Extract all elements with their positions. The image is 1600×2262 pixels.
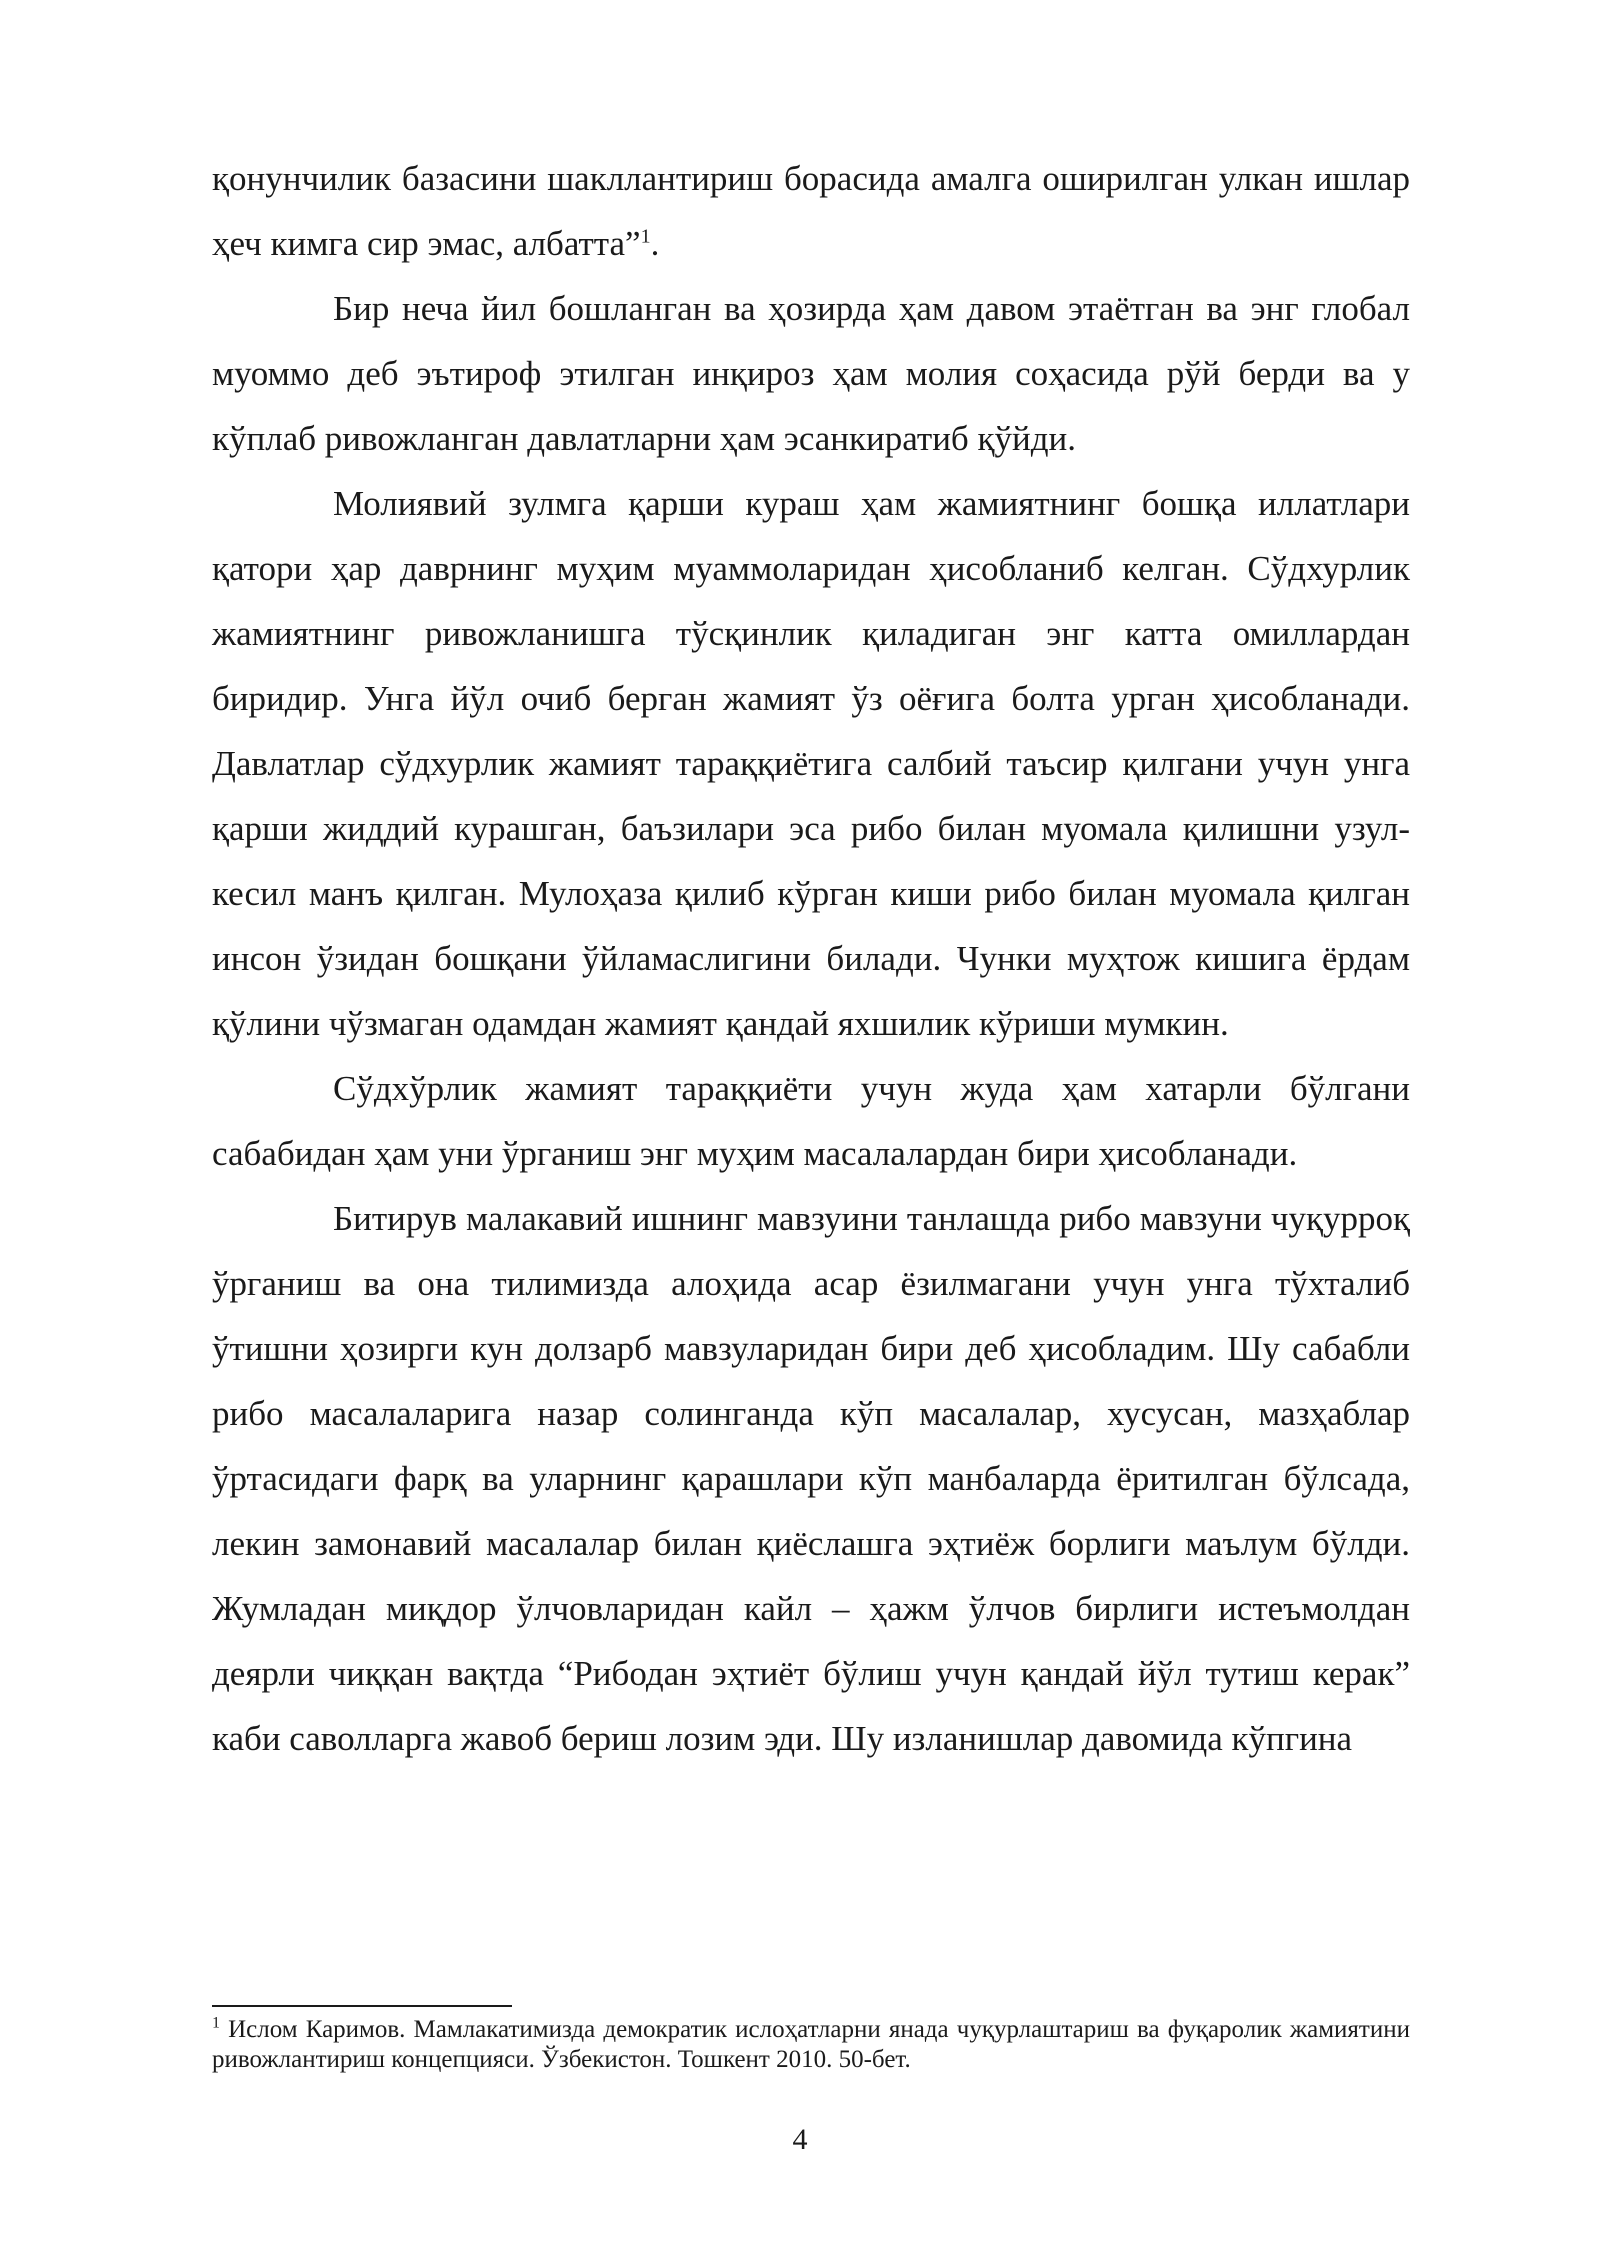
footnote-separator xyxy=(212,2005,512,2007)
paragraph-1-text: қонунчилик базасини шакллантириш борасида амалга оширилган улкан ишлар ҳеч кимга сир эмас, албатта” xyxy=(212,159,1410,263)
body-text xyxy=(212,146,1410,1771)
paragraph-1-tail: . xyxy=(650,224,660,263)
footnote-number: 1 xyxy=(212,2014,220,2032)
footnote xyxy=(212,2015,1410,2075)
footnote-text: Ислом Каримов. Мамлакатимизда демократик ислоҳатларни янада чуқурлаштариш ва фуқаролик жамиятини ривожлантириш концепцияси. Ўзбекистон. Тошкент 2010. 50-бет. xyxy=(212,2016,1410,2073)
paragraph-3: Молиявий зулмга қарши кураш ҳам жамиятнинг бошқа иллатлари қатори ҳар даврнинг муҳим муаммоларидан ҳисобланиб келган. Сўдхурлик жамиятнинг ривожланишга тўсқинлик қиладиган энг катта омиллардан биридир. Унга йўл очиб берган жамият ўз оёғига болта урган ҳисобланади. Давлатлар сўдхурлик жамият тараққиётига салбий таъсир қилгани учун унга қарши жиддий курашган, баъзилари эса рибо билан муомала қилишни узул-кесил манъ қилган. Мулоҳаза қилиб кўрган киши рибо билан муомала қилган инсон ўзидан бошқани ўйламаслигини билади. Чунки муҳтож кишига ёрдам қўлини чўзмаган одамдан жамият қандай яхшилик кўриши мумкин. xyxy=(212,484,1410,1043)
paragraph-4: Сўдхўрлик жамият тараққиёти учун жуда ҳам хатарли бўлгани сабабидан ҳам уни ўрганиш энг муҳим масалалардан бири ҳисобланади. xyxy=(212,1069,1410,1173)
footnote-reference: 1 xyxy=(640,225,651,248)
paragraph-1 xyxy=(212,146,1410,276)
paragraph-2: Бир неча йил бошланган ва ҳозирда ҳам давом этаётган ва энг глобал муоммо деб эътироф этилган инқироз ҳам молия соҳасида рўй берди ва у кўплаб ривожланган давлатларни ҳам эсанкиратиб қўйди. xyxy=(212,289,1410,458)
page-number: 4 xyxy=(792,2123,808,2156)
paragraph-5: Битирув малакавий ишнинг мавзуини танлашда рибо мавзуни чуқурроқ ўрганиш ва она тилимизда алоҳида асар ёзилмагани учун унга тўхталиб ўтишни ҳозирги кун долзарб мавзуларидан бири деб ҳисобладим. Шу сабабли рибо масалаларига назар солинганда кўп масалалар, хусусан, мазҳаблар ўртасидаги фарқ ва уларнинг қарашлари кўп манбаларда ёритилган бўлсада, лекин замонавий масалалар билан қиёслашга эҳтиёж борлиги маълум бўлди. Жумладан миқдор ўлчовларидан кайл – ҳажм ўлчов бирлиги истеъмолдан деярли чиққан вақтда “Рибодан эҳтиёт бўлиш учун қандай йўл тутиш керак” каби саволларга жавоб бериш лозим эди. Шу изланишлар давомида кўпгина xyxy=(212,1199,1410,1758)
